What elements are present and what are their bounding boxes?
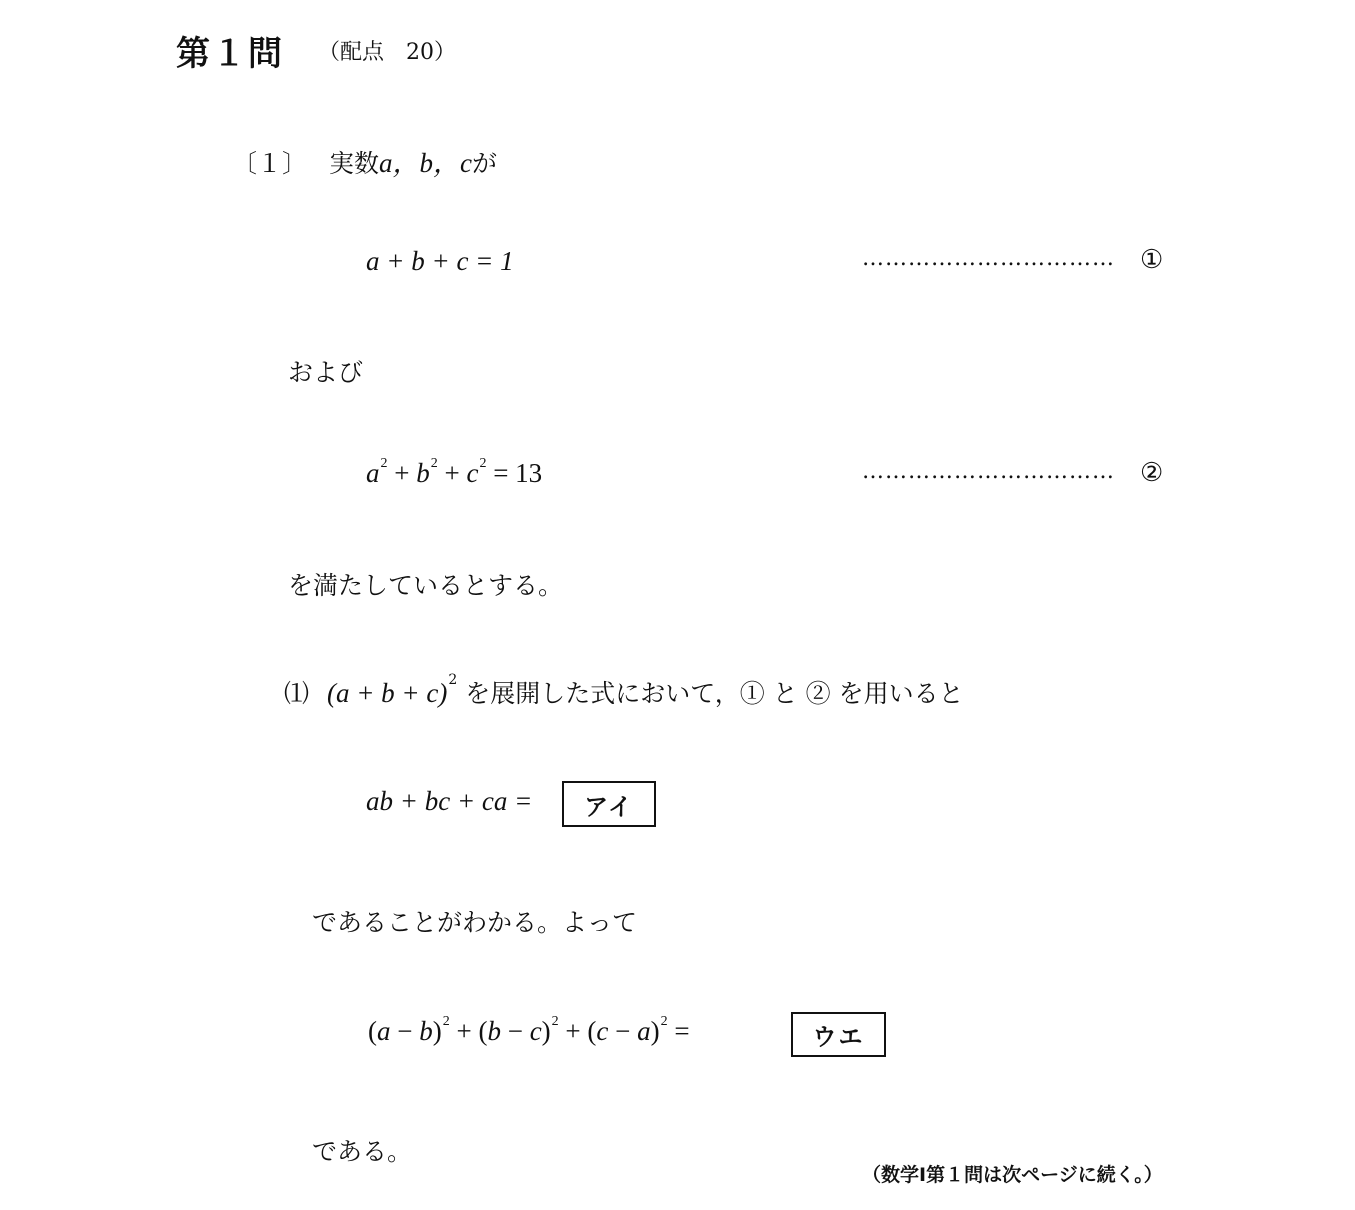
intro-text: 実数: [328, 149, 379, 178]
answer-box-ue[interactable]: ウエ: [791, 1012, 886, 1057]
equation-1-leader: ……………………………: [862, 246, 1115, 271]
equation-1-expr: a + b + c = 1: [366, 246, 514, 276]
intro-tail: が: [471, 149, 497, 178]
equation-4: $(a - b)^2 + (b - c)^2 + (c - a)^2$ =: [368, 1014, 690, 1046]
and-text: および: [288, 358, 364, 387]
section-label: 〔１〕: [232, 149, 308, 178]
equation-3: ab + bc + ca =: [366, 786, 533, 816]
equation-1: [366, 246, 514, 277]
part-1-exponent: 2: [448, 672, 458, 688]
part-1-expr: (a + b + c): [326, 678, 448, 708]
problem-title: 第１問: [176, 34, 284, 74]
equation-2: $a^2 + b^2 + c^2 = 13$: [366, 456, 543, 488]
known-text: であることがわかる。よって: [312, 908, 638, 937]
satisfy-text: を満たしているとする。: [288, 571, 564, 600]
answer-box-ai[interactable]: アイ: [562, 781, 656, 827]
equation-2-marker: ②: [1140, 458, 1164, 488]
equation-1-marker: ①: [1140, 245, 1164, 275]
conclusion-text: である。: [312, 1137, 413, 1166]
points-note: （配点 20）: [318, 40, 456, 65]
equation-2-leader: ……………………………: [862, 459, 1115, 484]
equation-2-rhs: = 13: [493, 458, 543, 488]
part-1-statement: [284, 674, 964, 710]
continued-note: （数学Ⅰ第１問は次ページに続く。）: [862, 1164, 1163, 1186]
intro-vars: a，b，c: [378, 148, 472, 178]
part-1-label: ⑴: [284, 679, 310, 708]
part-1-text: を展開した式において，① と ② を用いると: [465, 679, 964, 708]
section-1-intro: [232, 141, 497, 180]
